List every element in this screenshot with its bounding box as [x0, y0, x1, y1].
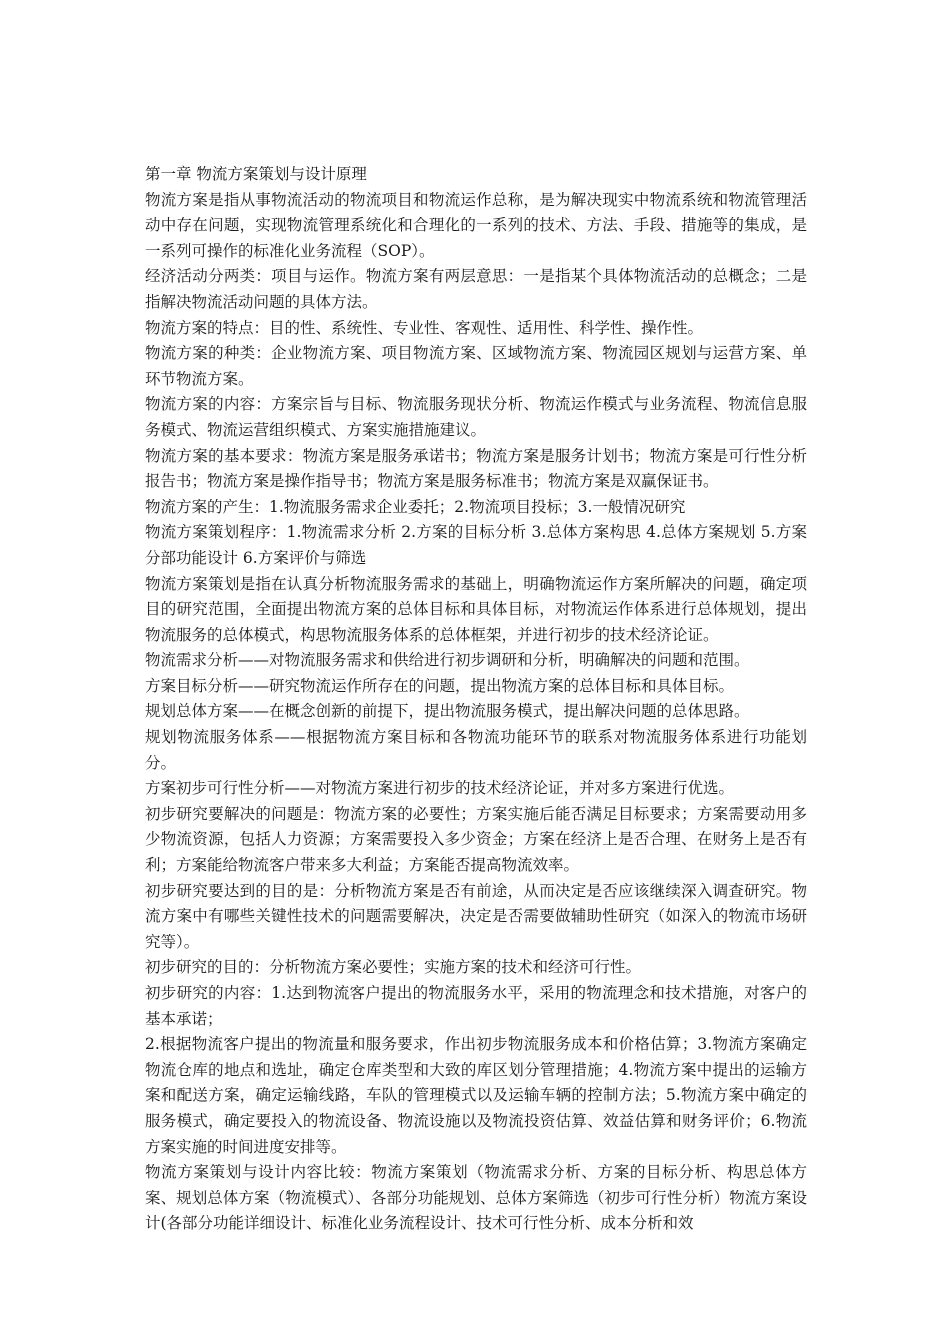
paragraph-procedure: 物流方案策划程序：1.物流需求分析 2.方案的目标分析 3.总体方案构思 4.总体方案规划 5.方案分部功能设计 6.方案评价与筛选 [145, 523, 807, 567]
paragraph-definition: 物流方案是指从事物流活动的物流项目和物流运作总称，是为解决现实中物流系统和物流管理活动中存在问题，实现物流管理系统化和合理化的一系列的技术、方法、手段、措施等的集成，是一系列可操作的标准化业务流程（SOP）。 [145, 190, 807, 260]
paragraph-content: 物流方案的内容：方案宗旨与目标、物流服务现状分析、物流运作模式与业务流程、物流信息服务模式、物流运营组织模式、方案实施措施建议。 [145, 395, 807, 439]
document-page [145, 162, 807, 1237]
paragraph-purpose: 初步研究的目的：分析物流方案必要性；实施方案的技术和经济可行性。 [145, 958, 642, 977]
paragraph-origin: 物流方案的产生：1.物流服务需求企业委托；2.物流项目投标；3.一般情况研究 [145, 497, 686, 516]
paragraph-feasibility: 方案初步可行性分析——对物流方案进行初步的技术经济论证，并对多方案进行优选。 [145, 779, 735, 798]
paragraph-comparison: 物流方案策划与设计内容比较：物流方案策划（物流需求分析、方案的目标分析、构思总体方案、规划总体方案（物流模式）、各部分功能规划、总体方案筛选（初步可行性分析）物流方案设计(各部分功能详细设计、标准化业务流程设计、技术可行性分析、成本分析和效 [145, 1163, 807, 1233]
chapter-title: 第一章 物流方案策划与设计原理 [145, 165, 367, 183]
paragraph-research-items: 2.根据物流客户提出的物流量和服务要求，作出初步物流服务成本和价格估算；3.物流方案确定物流仓库的地点和选址，确定仓库类型和大致的库区划分管理措施；4.物流方案中提出的运输方案和配送方案，确定运输线路，车队的管理模式以及运输车辆的控制方法；5.物流方案中确定的服务模式，确定要投入的物流设备、物流设施以及物流投资估算、效益估算和财务评价；6.物流方案实施的时间进度安排等。 [145, 1035, 807, 1156]
paragraph-research-content: 初步研究的内容：1.达到物流客户提出的物流服务水平，采用的物流理念和技术措施，对客户的基本承诺； [145, 984, 807, 1028]
paragraph-economic-activity: 经济活动分两类：项目与运作。物流方案有两层意思：一是指某个具体物流活动的总概念；二是指解决物流活动问题的具体方法。 [145, 267, 807, 311]
paragraph-problems: 初步研究要解决的问题是：物流方案的必要性；方案实施后能否满足目标要求；方案需要动用多少物流资源，包括人力资源；方案需要投入多少资金；方案在经济上是否合理、在财务上是否有利；方案能给物流客户带来多大利益；方案能否提高物流效率。 [145, 804, 807, 875]
paragraph-features: 物流方案的特点：目的性、系统性、专业性、客观性、适用性、科学性、操作性。 [145, 318, 704, 337]
paragraph-service-system: 规划物流服务体系——根据物流方案目标和各物流功能环节的联系对物流服务体系进行功能划分。 [145, 728, 807, 772]
paragraph-planning-definition: 物流方案策划是指在认真分析物流服务需求的基础上，明确物流运作方案所解决的问题，确定项目的研究范围，全面提出物流方案的总体目标和具体目标，对物流运作体系进行总体规划，提出物流服务的总体模式，构思物流服务体系的总体框架，并进行初步的技术经济论证。 [145, 574, 807, 644]
paragraph-demand-analysis: 物流需求分析——对物流服务需求和供给进行初步调研和分析，明确解决的问题和范围。 [145, 651, 750, 670]
paragraph-purpose-achieve: 初步研究要达到的目的是：分析物流方案是否有前途，从而决定是否应该继续深入调查研究。物流方案中有哪些关键性技术的问题需要解决，决定是否需要做辅助性研究（如深入的物流市场研究等）。 [145, 881, 807, 951]
paragraph-requirements: 物流方案的基本要求：物流方案是服务承诺书；物流方案是服务计划书；物流方案是可行性分析报告书；物流方案是操作指导书；物流方案是服务标准书；物流方案是双赢保证书。 [145, 446, 807, 491]
paragraph-overall-plan: 规划总体方案——在概念创新的前提下，提出物流服务模式，提出解决问题的总体思路。 [145, 702, 750, 721]
paragraph-goal-analysis: 方案目标分析——研究物流运作所存在的问题，提出物流方案的总体目标和具体目标。 [145, 676, 735, 695]
paragraph-types: 物流方案的种类：企业物流方案、项目物流方案、区域物流方案、物流园区规划与运营方案、单环节物流方案。 [145, 344, 807, 388]
